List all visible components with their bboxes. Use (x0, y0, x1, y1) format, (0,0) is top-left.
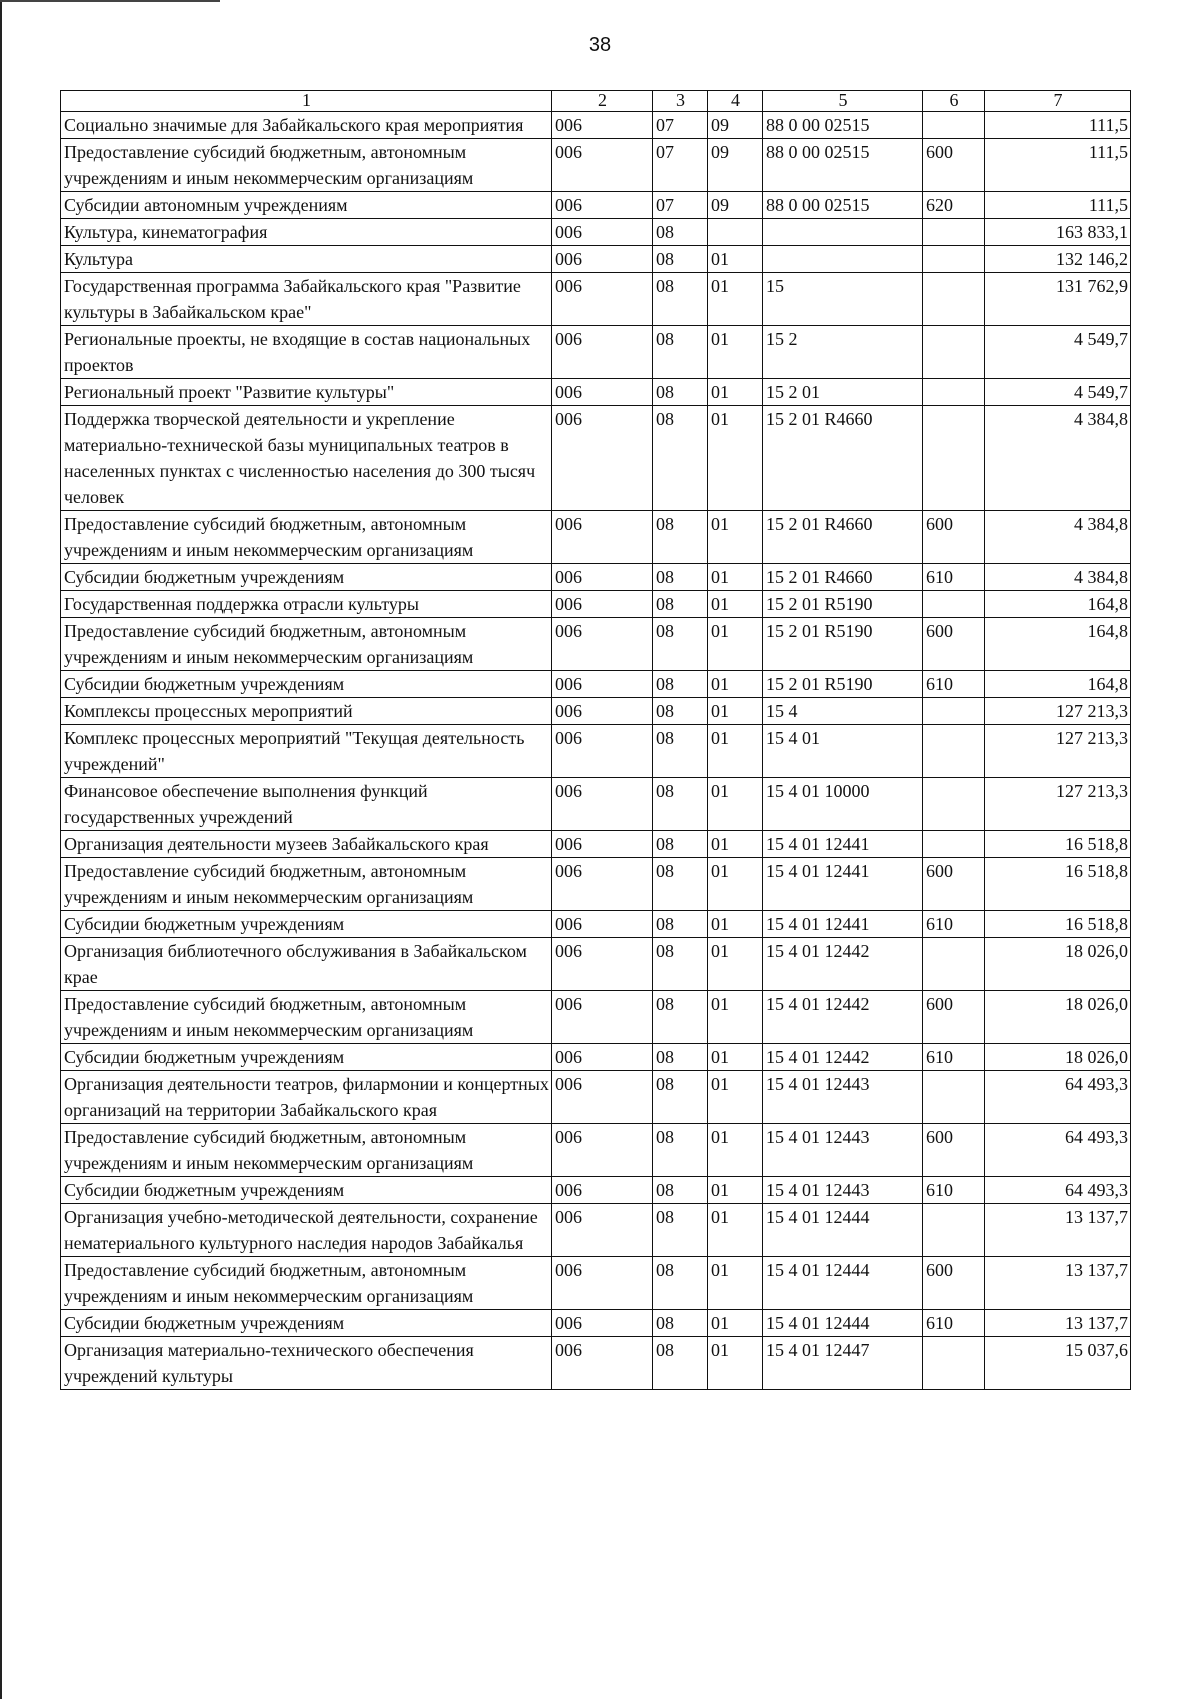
cell-section: 08 (653, 1337, 708, 1390)
cell-name: Субсидии автономным учреждениям (61, 192, 552, 219)
cell-name: Организация деятельности музеев Забайкальского края (61, 831, 552, 858)
cell-subsection: 09 (708, 139, 763, 192)
cell-subsection: 01 (708, 246, 763, 273)
cell-amount: 111,5 (985, 112, 1131, 139)
table-row (61, 564, 1131, 591)
cell-target-article: 88 0 00 02515 (763, 139, 923, 192)
cell-section: 08 (653, 406, 708, 511)
cell-expense-type: 600 (923, 511, 985, 564)
cell-section: 08 (653, 591, 708, 618)
cell-subsection: 01 (708, 618, 763, 671)
cell-expense-type (923, 246, 985, 273)
cell-subsection: 01 (708, 326, 763, 379)
cell-subsection: 01 (708, 379, 763, 406)
cell-name: Предоставление субсидий бюджетным, автономным учреждениям и иным некоммерческим организациям (61, 858, 552, 911)
cell-expense-type: 610 (923, 1310, 985, 1337)
table-row (61, 219, 1131, 246)
cell-name: Предоставление субсидий бюджетным, автономным учреждениям и иным некоммерческим организациям (61, 139, 552, 192)
cell-target-article: 88 0 00 02515 (763, 192, 923, 219)
cell-expense-type (923, 591, 985, 618)
cell-section: 08 (653, 1124, 708, 1177)
cell-ministry-code: 006 (552, 273, 653, 326)
cell-target-article: 15 4 01 12444 (763, 1257, 923, 1310)
cell-target-article: 15 4 01 12441 (763, 911, 923, 938)
table-row (61, 698, 1131, 725)
table-row (61, 406, 1131, 511)
cell-expense-type (923, 273, 985, 326)
table-row (61, 1310, 1131, 1337)
cell-target-article: 15 2 01 R4660 (763, 406, 923, 511)
column-header-subsection: 4 (708, 91, 763, 112)
cell-target-article: 15 4 01 12442 (763, 938, 923, 991)
cell-name: Предоставление субсидий бюджетным, автономным учреждениям и иным некоммерческим организациям (61, 991, 552, 1044)
cell-name: Предоставление субсидий бюджетным, автономным учреждениям и иным некоммерческим организациям (61, 1257, 552, 1310)
cell-target-article (763, 219, 923, 246)
cell-subsection: 01 (708, 511, 763, 564)
cell-expense-type: 600 (923, 1124, 985, 1177)
cell-section: 08 (653, 1310, 708, 1337)
table-row (61, 246, 1131, 273)
cell-subsection: 01 (708, 564, 763, 591)
table-row (61, 618, 1131, 671)
cell-expense-type (923, 406, 985, 511)
cell-section: 08 (653, 564, 708, 591)
cell-amount: 18 026,0 (985, 991, 1131, 1044)
table-row (61, 591, 1131, 618)
cell-name: Комплекс процессных мероприятий "Текущая деятельность учреждений" (61, 725, 552, 778)
cell-ministry-code: 006 (552, 1310, 653, 1337)
cell-section: 08 (653, 1177, 708, 1204)
cell-amount: 18 026,0 (985, 938, 1131, 991)
table-row (61, 938, 1131, 991)
scan-edge-top (0, 0, 220, 2)
table-row (61, 671, 1131, 698)
cell-amount: 4 384,8 (985, 564, 1131, 591)
cell-section: 08 (653, 831, 708, 858)
column-header-amount: 7 (985, 91, 1131, 112)
cell-expense-type (923, 112, 985, 139)
cell-name: Организация библиотечного обслуживания в Забайкальском крае (61, 938, 552, 991)
cell-expense-type (923, 379, 985, 406)
cell-target-article: 15 4 01 10000 (763, 778, 923, 831)
cell-ministry-code: 006 (552, 858, 653, 911)
cell-amount: 13 137,7 (985, 1257, 1131, 1310)
cell-expense-type (923, 1071, 985, 1124)
cell-amount: 4 384,8 (985, 406, 1131, 511)
cell-name: Предоставление субсидий бюджетным, автономным учреждениям и иным некоммерческим организациям (61, 618, 552, 671)
cell-section: 08 (653, 1071, 708, 1124)
cell-section: 08 (653, 911, 708, 938)
cell-ministry-code: 006 (552, 246, 653, 273)
cell-amount: 64 493,3 (985, 1177, 1131, 1204)
page-number: 38 (588, 34, 612, 56)
cell-expense-type: 600 (923, 139, 985, 192)
cell-target-article: 15 2 (763, 326, 923, 379)
cell-section: 08 (653, 246, 708, 273)
cell-section: 08 (653, 379, 708, 406)
cell-expense-type: 600 (923, 991, 985, 1044)
cell-name: Государственная программа Забайкальского края "Развитие культуры в Забайкальском крае" (61, 273, 552, 326)
cell-amount: 164,8 (985, 591, 1131, 618)
cell-amount: 164,8 (985, 618, 1131, 671)
cell-amount: 4 549,7 (985, 379, 1131, 406)
cell-ministry-code: 006 (552, 991, 653, 1044)
cell-section: 08 (653, 725, 708, 778)
column-header-name: 1 (61, 91, 552, 112)
column-header-target-article: 5 (763, 91, 923, 112)
cell-target-article: 15 4 01 12443 (763, 1177, 923, 1204)
cell-target-article: 15 (763, 273, 923, 326)
cell-ministry-code: 006 (552, 192, 653, 219)
cell-subsection: 01 (708, 671, 763, 698)
table-row (61, 326, 1131, 379)
cell-amount: 18 026,0 (985, 1044, 1131, 1071)
cell-ministry-code: 006 (552, 831, 653, 858)
cell-ministry-code: 006 (552, 671, 653, 698)
cell-section: 08 (653, 273, 708, 326)
cell-target-article: 15 2 01 R4660 (763, 511, 923, 564)
cell-target-article: 15 4 01 12441 (763, 858, 923, 911)
cell-subsection: 01 (708, 858, 763, 911)
table-row (61, 1204, 1131, 1257)
cell-target-article: 88 0 00 02515 (763, 112, 923, 139)
cell-target-article: 15 4 01 12443 (763, 1071, 923, 1124)
cell-ministry-code: 006 (552, 139, 653, 192)
cell-target-article: 15 4 01 12444 (763, 1204, 923, 1257)
cell-section: 08 (653, 1204, 708, 1257)
cell-subsection: 09 (708, 112, 763, 139)
cell-name: Комплексы процессных мероприятий (61, 698, 552, 725)
table-row (61, 273, 1131, 326)
cell-amount: 111,5 (985, 139, 1131, 192)
cell-subsection: 01 (708, 698, 763, 725)
cell-expense-type (923, 698, 985, 725)
cell-ministry-code: 006 (552, 1257, 653, 1310)
cell-subsection: 01 (708, 1337, 763, 1390)
cell-name: Финансовое обеспечение выполнения функций государственных учреждений (61, 778, 552, 831)
cell-name: Субсидии бюджетным учреждениям (61, 911, 552, 938)
cell-ministry-code: 006 (552, 618, 653, 671)
cell-section: 08 (653, 671, 708, 698)
cell-section: 08 (653, 778, 708, 831)
cell-target-article: 15 4 (763, 698, 923, 725)
cell-ministry-code: 006 (552, 379, 653, 406)
cell-expense-type (923, 725, 985, 778)
cell-expense-type (923, 326, 985, 379)
cell-amount: 13 137,7 (985, 1310, 1131, 1337)
cell-name: Организация учебно-методической деятельности, сохранение нематериального культурного наследия народов Забайкалья (61, 1204, 552, 1257)
cell-subsection: 01 (708, 1204, 763, 1257)
cell-subsection: 01 (708, 273, 763, 326)
column-header-expense-type: 6 (923, 91, 985, 112)
cell-expense-type: 600 (923, 618, 985, 671)
cell-target-article: 15 4 01 (763, 725, 923, 778)
table-row (61, 858, 1131, 911)
cell-section: 08 (653, 1257, 708, 1310)
table-row (61, 511, 1131, 564)
budget-table (60, 90, 1131, 1390)
cell-amount: 16 518,8 (985, 911, 1131, 938)
cell-subsection: 01 (708, 1044, 763, 1071)
cell-ministry-code: 006 (552, 112, 653, 139)
table-row (61, 1257, 1131, 1310)
table-row (61, 379, 1131, 406)
cell-name: Региональный проект "Развитие культуры" (61, 379, 552, 406)
cell-amount: 15 037,6 (985, 1337, 1131, 1390)
cell-section: 07 (653, 192, 708, 219)
cell-ministry-code: 006 (552, 725, 653, 778)
cell-amount: 4 549,7 (985, 326, 1131, 379)
cell-ministry-code: 006 (552, 698, 653, 725)
cell-ministry-code: 006 (552, 1044, 653, 1071)
table-row (61, 1177, 1131, 1204)
cell-section: 08 (653, 938, 708, 991)
cell-ministry-code: 006 (552, 1071, 653, 1124)
cell-ministry-code: 006 (552, 406, 653, 511)
cell-name: Культура (61, 246, 552, 273)
cell-name: Государственная поддержка отрасли культуры (61, 591, 552, 618)
cell-section: 08 (653, 698, 708, 725)
cell-name: Организация материально-технического обеспечения учреждений культуры (61, 1337, 552, 1390)
cell-name: Поддержка творческой деятельности и укрепление материально-технической базы муниципальных театров в населенных пунктах с численностью населения до 300 тысяч человек (61, 406, 552, 511)
cell-amount: 127 213,3 (985, 778, 1131, 831)
cell-amount: 127 213,3 (985, 725, 1131, 778)
cell-ministry-code: 006 (552, 511, 653, 564)
cell-subsection: 01 (708, 1310, 763, 1337)
table-row (61, 139, 1131, 192)
cell-name: Предоставление субсидий бюджетным, автономным учреждениям и иным некоммерческим организациям (61, 511, 552, 564)
cell-section: 08 (653, 511, 708, 564)
cell-section: 08 (653, 1044, 708, 1071)
cell-amount: 64 493,3 (985, 1071, 1131, 1124)
cell-target-article: 15 4 01 12444 (763, 1310, 923, 1337)
cell-name: Культура, кинематография (61, 219, 552, 246)
cell-amount: 163 833,1 (985, 219, 1131, 246)
cell-expense-type (923, 1204, 985, 1257)
table-row (61, 1071, 1131, 1124)
cell-subsection: 01 (708, 1071, 763, 1124)
cell-expense-type: 600 (923, 1257, 985, 1310)
cell-subsection: 01 (708, 938, 763, 991)
cell-expense-type (923, 831, 985, 858)
table-row (61, 911, 1131, 938)
cell-amount: 111,5 (985, 192, 1131, 219)
table-row (61, 991, 1131, 1044)
cell-expense-type: 610 (923, 1044, 985, 1071)
cell-subsection: 01 (708, 725, 763, 778)
cell-expense-type: 610 (923, 1177, 985, 1204)
cell-target-article: 15 2 01 R4660 (763, 564, 923, 591)
cell-target-article: 15 4 01 12442 (763, 1044, 923, 1071)
cell-name: Организация деятельности театров, филармонии и концертных организаций на территории Забайкальского края (61, 1071, 552, 1124)
table-row (61, 1044, 1131, 1071)
cell-expense-type (923, 219, 985, 246)
cell-amount: 132 146,2 (985, 246, 1131, 273)
cell-target-article: 15 4 01 12442 (763, 991, 923, 1044)
table-body (61, 112, 1131, 1390)
table-header-row (61, 91, 1131, 112)
cell-amount: 131 762,9 (985, 273, 1131, 326)
cell-subsection (708, 219, 763, 246)
cell-target-article: 15 4 01 12443 (763, 1124, 923, 1177)
cell-target-article: 15 2 01 R5190 (763, 591, 923, 618)
cell-name: Региональные проекты, не входящие в состав национальных проектов (61, 326, 552, 379)
column-header-section: 3 (653, 91, 708, 112)
cell-amount: 127 213,3 (985, 698, 1131, 725)
column-header-ministry-code: 2 (552, 91, 653, 112)
cell-amount: 16 518,8 (985, 858, 1131, 911)
cell-amount: 64 493,3 (985, 1124, 1131, 1177)
table-row (61, 1337, 1131, 1390)
cell-ministry-code: 006 (552, 778, 653, 831)
cell-subsection: 01 (708, 406, 763, 511)
cell-ministry-code: 006 (552, 591, 653, 618)
cell-expense-type (923, 938, 985, 991)
cell-ministry-code: 006 (552, 1124, 653, 1177)
cell-name: Субсидии бюджетным учреждениям (61, 671, 552, 698)
cell-target-article: 15 2 01 R5190 (763, 671, 923, 698)
cell-section: 08 (653, 219, 708, 246)
cell-section: 08 (653, 618, 708, 671)
table-row (61, 112, 1131, 139)
cell-ministry-code: 006 (552, 911, 653, 938)
cell-section: 07 (653, 112, 708, 139)
cell-amount: 164,8 (985, 671, 1131, 698)
cell-expense-type: 600 (923, 858, 985, 911)
cell-expense-type: 610 (923, 564, 985, 591)
cell-subsection: 01 (708, 1257, 763, 1310)
cell-subsection: 09 (708, 192, 763, 219)
cell-amount: 4 384,8 (985, 511, 1131, 564)
cell-amount: 16 518,8 (985, 831, 1131, 858)
cell-subsection: 01 (708, 1177, 763, 1204)
cell-subsection: 01 (708, 831, 763, 858)
cell-subsection: 01 (708, 911, 763, 938)
cell-expense-type (923, 1337, 985, 1390)
cell-section: 08 (653, 326, 708, 379)
cell-name: Предоставление субсидий бюджетным, автономным учреждениям и иным некоммерческим организациям (61, 1124, 552, 1177)
cell-name: Субсидии бюджетным учреждениям (61, 1044, 552, 1071)
cell-ministry-code: 006 (552, 326, 653, 379)
cell-target-article: 15 4 01 12447 (763, 1337, 923, 1390)
scan-edge-left (0, 0, 2, 1699)
table-row (61, 831, 1131, 858)
cell-name: Субсидии бюджетным учреждениям (61, 564, 552, 591)
cell-ministry-code: 006 (552, 938, 653, 991)
cell-amount: 13 137,7 (985, 1204, 1131, 1257)
cell-expense-type (923, 778, 985, 831)
cell-subsection: 01 (708, 778, 763, 831)
table-row (61, 778, 1131, 831)
cell-ministry-code: 006 (552, 219, 653, 246)
cell-ministry-code: 006 (552, 1177, 653, 1204)
cell-section: 08 (653, 858, 708, 911)
cell-target-article: 15 2 01 R5190 (763, 618, 923, 671)
cell-name: Субсидии бюджетным учреждениям (61, 1177, 552, 1204)
table-row (61, 1124, 1131, 1177)
cell-ministry-code: 006 (552, 1204, 653, 1257)
cell-ministry-code: 006 (552, 564, 653, 591)
cell-name: Субсидии бюджетным учреждениям (61, 1310, 552, 1337)
cell-subsection: 01 (708, 1124, 763, 1177)
cell-target-article (763, 246, 923, 273)
table-row (61, 192, 1131, 219)
cell-section: 08 (653, 991, 708, 1044)
cell-subsection: 01 (708, 591, 763, 618)
cell-target-article: 15 4 01 12441 (763, 831, 923, 858)
cell-expense-type: 610 (923, 911, 985, 938)
cell-name: Социально значимые для Забайкальского края мероприятия (61, 112, 552, 139)
cell-subsection: 01 (708, 991, 763, 1044)
cell-target-article: 15 2 01 (763, 379, 923, 406)
cell-expense-type: 610 (923, 671, 985, 698)
cell-expense-type: 620 (923, 192, 985, 219)
table-row (61, 725, 1131, 778)
cell-ministry-code: 006 (552, 1337, 653, 1390)
cell-section: 07 (653, 139, 708, 192)
